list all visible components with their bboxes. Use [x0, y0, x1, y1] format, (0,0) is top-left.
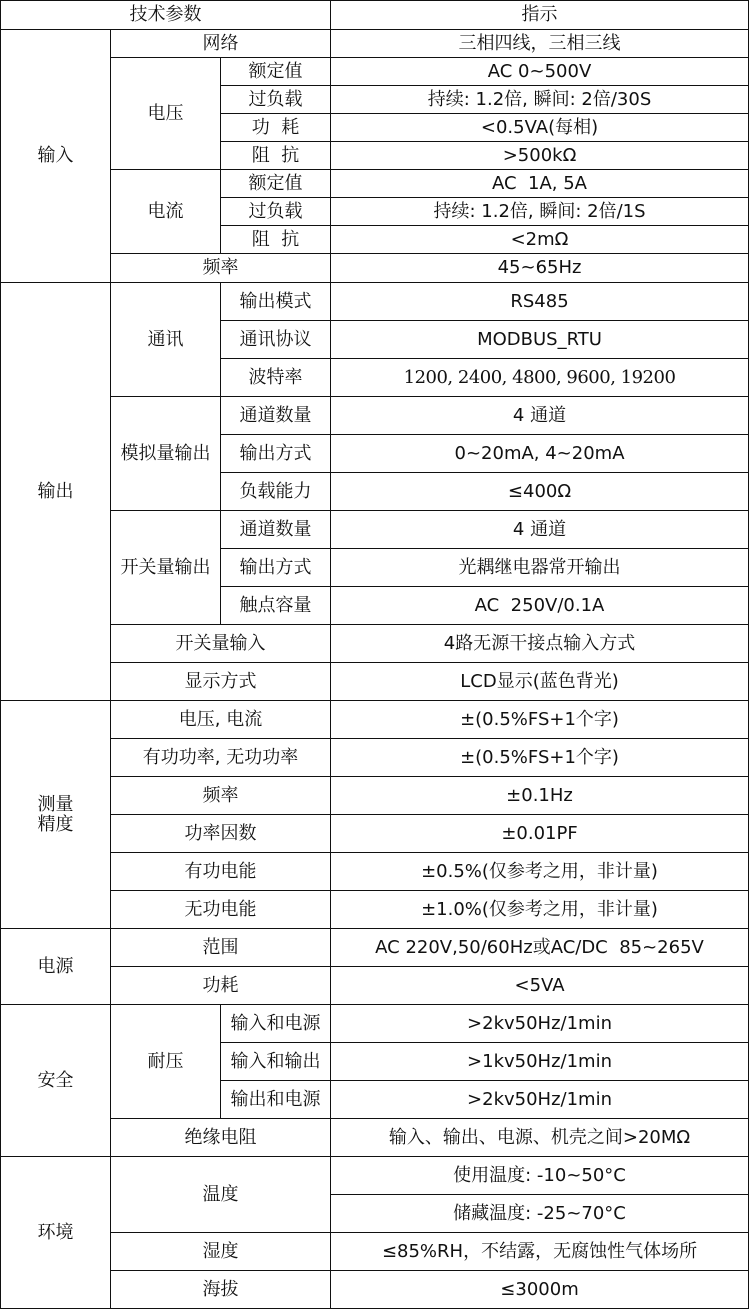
env-temperature-storage: 储藏温度: -25~70°C — [331, 1195, 749, 1233]
env-altitude-value: ≤3000m — [331, 1271, 749, 1309]
voltage-rated-value: AC 0~500V — [331, 58, 749, 86]
section-accuracy-line1: 测量 — [37, 793, 74, 815]
comm-mode-label: 输出模式 — [221, 283, 331, 321]
env-humidity-label: 湿度 — [111, 1233, 331, 1271]
input-network-label: 网络 — [111, 30, 331, 58]
supply-range-value: AC 220V,50/60Hz或AC/DC 85~265V — [331, 929, 749, 967]
switch-channels-value: 4 通道 — [331, 511, 749, 549]
section-environment: 环境 — [1, 1157, 111, 1309]
display-mode-value: LCD显示(蓝色背光) — [331, 663, 749, 701]
supply-range-label: 范围 — [111, 929, 331, 967]
comm-baud-value: 1200, 2400, 4800, 9600, 19200 — [331, 359, 749, 397]
analog-channels-label: 通道数量 — [221, 397, 331, 435]
voltage-rated-label: 额定值 — [221, 58, 331, 86]
section-output: 输出 — [1, 283, 111, 701]
section-safety: 安全 — [1, 1005, 111, 1157]
switch-method-label: 输出方式 — [221, 549, 331, 587]
insulation-value: 输入、输出、电源、机壳之间>20MΩ — [331, 1119, 749, 1157]
acc-freq-value: ±0.1Hz — [331, 777, 749, 815]
current-impedance-label: 阻 抗 — [221, 226, 331, 254]
supply-consumption-value: <5VA — [331, 967, 749, 1005]
section-power-supply: 电源 — [1, 929, 111, 1005]
header-param: 技术参数 — [1, 1, 331, 30]
acc-power-value: ±(0.5%FS+1个字) — [331, 739, 749, 777]
acc-reactive-energy-label: 无功电能 — [111, 891, 331, 929]
current-rated-label: 额定值 — [221, 170, 331, 198]
withstand-in-out-value: >1kv50Hz/1min — [331, 1043, 749, 1081]
supply-consumption-label: 功耗 — [111, 967, 331, 1005]
switch-input-label: 开关量输入 — [111, 625, 331, 663]
switch-method-value: 光耦继电器常开输出 — [331, 549, 749, 587]
voltage-overload-label: 过负载 — [221, 86, 331, 114]
switch-channels-label: 通道数量 — [221, 511, 331, 549]
analog-load-label: 负载能力 — [221, 473, 331, 511]
input-network-value: 三相四线，三相三线 — [331, 30, 749, 58]
current-overload-value: 持续: 1.2倍, 瞬间: 2倍/1S — [331, 198, 749, 226]
analog-channels-value: 4 通道 — [331, 397, 749, 435]
display-mode-label: 显示方式 — [111, 663, 331, 701]
acc-vi-label: 电压, 电流 — [111, 701, 331, 739]
voltage-impedance-label: 阻 抗 — [221, 142, 331, 170]
voltage-power-value: <0.5VA(每相) — [331, 114, 749, 142]
input-frequency-label: 频率 — [111, 254, 331, 283]
acc-pf-label: 功率因数 — [111, 815, 331, 853]
withstand-in-power-value: >2kv50Hz/1min — [331, 1005, 749, 1043]
analog-method-value: 0~20mA, 4~20mA — [331, 435, 749, 473]
insulation-label: 绝缘电阻 — [111, 1119, 331, 1157]
withstand-out-power-label: 输出和电源 — [221, 1081, 331, 1119]
acc-active-energy-label: 有功电能 — [111, 853, 331, 891]
comm-protocol-value: MODBUS_RTU — [331, 321, 749, 359]
safety-withstand-label: 耐压 — [111, 1005, 221, 1119]
env-temperature-label: 温度 — [111, 1157, 331, 1233]
switch-contact-label: 触点容量 — [221, 587, 331, 625]
analog-method-label: 输出方式 — [221, 435, 331, 473]
voltage-impedance-value: >500kΩ — [331, 142, 749, 170]
comm-mode-value: RS485 — [331, 283, 749, 321]
output-switch-label: 开关量输出 — [111, 511, 221, 625]
acc-active-energy-value: ±0.5%(仅参考之用，非计量) — [331, 853, 749, 891]
withstand-in-out-label: 输入和输出 — [221, 1043, 331, 1081]
current-impedance-value: <2mΩ — [331, 226, 749, 254]
output-comm-label: 通讯 — [111, 283, 221, 397]
env-altitude-label: 海拔 — [111, 1271, 331, 1309]
header-indication: 指示 — [331, 1, 749, 30]
output-analog-label: 模拟量输出 — [111, 397, 221, 511]
voltage-power-label: 功 耗 — [221, 114, 331, 142]
withstand-in-power-label: 输入和电源 — [221, 1005, 331, 1043]
input-current-label: 电流 — [111, 170, 221, 254]
section-input: 输入 — [1, 30, 111, 283]
acc-power-label: 有功功率, 无功功率 — [111, 739, 331, 777]
withstand-out-power-value: >2kv50Hz/1min — [331, 1081, 749, 1119]
acc-reactive-energy-value: ±1.0%(仅参考之用，非计量) — [331, 891, 749, 929]
current-rated-value: AC 1A, 5A — [331, 170, 749, 198]
acc-pf-value: ±0.01PF — [331, 815, 749, 853]
current-overload-label: 过负载 — [221, 198, 331, 226]
acc-freq-label: 频率 — [111, 777, 331, 815]
comm-protocol-label: 通讯协议 — [221, 321, 331, 359]
switch-contact-value: AC 250V/0.1A — [331, 587, 749, 625]
analog-load-value: ≤400Ω — [331, 473, 749, 511]
comm-baud-label: 波特率 — [221, 359, 331, 397]
env-temperature-use: 使用温度: -10~50°C — [331, 1157, 749, 1195]
section-accuracy-line2: 精度 — [37, 813, 74, 835]
input-frequency-value: 45~65Hz — [331, 254, 749, 283]
voltage-overload-value: 持续: 1.2倍, 瞬间: 2倍/30S — [331, 86, 749, 114]
acc-vi-value: ±(0.5%FS+1个字) — [331, 701, 749, 739]
switch-input-value: 4路无源干接点输入方式 — [331, 625, 749, 663]
input-voltage-label: 电压 — [111, 58, 221, 170]
section-accuracy — [1, 701, 111, 929]
env-humidity-value: ≤85%RH，不结露，无腐蚀性气体场所 — [331, 1233, 749, 1271]
